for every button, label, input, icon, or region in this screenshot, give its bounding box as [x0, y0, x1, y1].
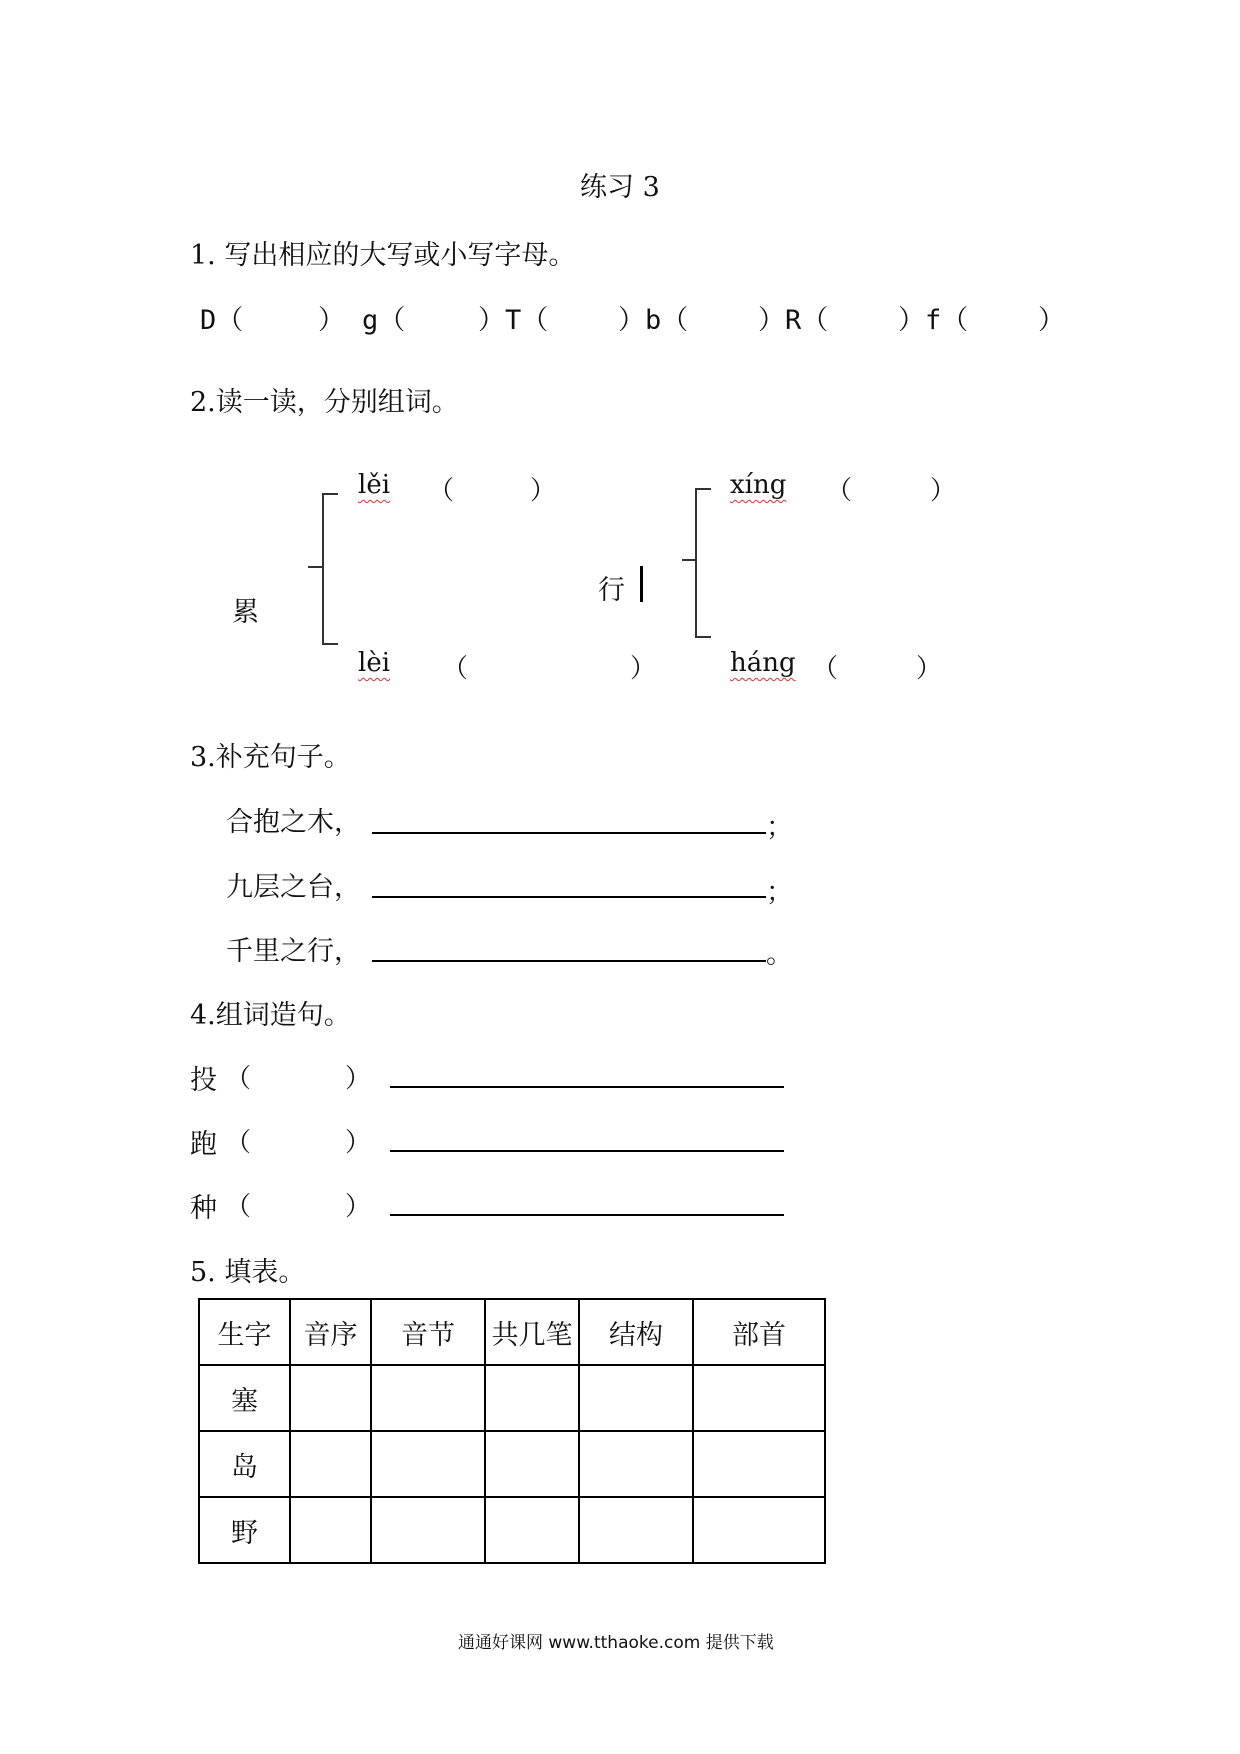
sentence-prefix: 千里之行，	[226, 936, 361, 967]
fill-table	[198, 1298, 826, 1564]
word-char: 跑	[190, 1129, 217, 1160]
char-xing: 行	[598, 575, 625, 606]
right-brace-tick	[682, 559, 696, 561]
pinyin-hang: háng	[730, 648, 796, 678]
sentence-prefix: 合抱之木，	[226, 807, 361, 838]
text-cursor	[640, 566, 643, 602]
row-char-cell: 岛	[199, 1431, 290, 1497]
word-char: 投	[190, 1065, 217, 1096]
table-cell	[693, 1497, 825, 1563]
answer-blank	[372, 832, 766, 834]
letter-item: D（	[200, 305, 244, 336]
table-cell	[485, 1365, 579, 1431]
table-row	[199, 1431, 825, 1497]
paren-close: ）	[345, 1192, 372, 1222]
table-cell	[693, 1365, 825, 1431]
paren-open: （	[225, 1064, 252, 1094]
left-brace	[322, 493, 338, 645]
table-cell	[485, 1497, 579, 1563]
letter-item: ）b（	[618, 305, 689, 336]
header-cell: 结构	[579, 1299, 693, 1365]
paren-close: ）	[345, 1064, 372, 1094]
table-cell	[290, 1431, 371, 1497]
paren-close: ）	[630, 654, 657, 684]
sentence-blank	[390, 1150, 784, 1152]
paren-open: （	[428, 476, 455, 506]
header-cell: 音节	[371, 1299, 485, 1365]
table-cell	[579, 1365, 693, 1431]
table-cell	[579, 1431, 693, 1497]
q5-heading: 5. 填表。	[190, 1257, 306, 1288]
header-cell: 生字	[199, 1299, 290, 1365]
paren-close: ）	[916, 654, 943, 684]
answer-blank	[372, 960, 766, 962]
q1-heading: 1. 写出相应的大写或小写字母。	[190, 240, 576, 271]
paren-open: （	[442, 654, 469, 684]
letter-item: g（	[362, 305, 406, 336]
right-brace	[695, 488, 711, 638]
q2-heading: 2.读一读，分别组词。	[190, 387, 459, 418]
table-cell	[290, 1365, 371, 1431]
sentence-end: 。	[766, 939, 793, 970]
header-cell: 共几笔	[485, 1299, 579, 1365]
table-cell	[371, 1431, 485, 1497]
paren-close: ）	[530, 476, 557, 506]
table-cell	[371, 1497, 485, 1563]
sentence-end: ；	[766, 877, 793, 908]
answer-blank	[372, 896, 766, 898]
paren-open: （	[225, 1192, 252, 1222]
table-cell	[579, 1497, 693, 1563]
row-char-cell: 塞	[199, 1365, 290, 1431]
header-cell: 音序	[290, 1299, 371, 1365]
q3-heading: 3.补充句子。	[190, 742, 351, 773]
row-char-cell: 野	[199, 1497, 290, 1563]
letter-item: ）	[318, 305, 345, 336]
table-cell	[693, 1431, 825, 1497]
header-cell: 部首	[693, 1299, 825, 1365]
table-row	[199, 1365, 825, 1431]
char-lei: 累	[232, 597, 259, 628]
q4-heading: 4.组词造句。	[190, 1000, 351, 1031]
letter-item: ）	[1038, 305, 1065, 336]
pinyin-lei4: lèi	[358, 648, 391, 678]
left-brace-tick	[308, 566, 322, 568]
paren-open: （	[812, 654, 839, 684]
paren-close: ）	[345, 1128, 372, 1158]
sentence-end: ；	[766, 812, 793, 843]
paren-open: （	[826, 476, 853, 506]
table-cell	[371, 1365, 485, 1431]
table-row	[199, 1497, 825, 1563]
table-cell	[290, 1497, 371, 1563]
footer-text: 通通好课网 www.tthaoke.com 提供下载	[458, 1633, 774, 1653]
word-char: 种	[190, 1193, 217, 1224]
letter-item: ）f（	[898, 305, 969, 336]
letter-item: ）R（	[758, 305, 829, 336]
sentence-blank	[390, 1086, 784, 1088]
pinyin-xing: xíng	[730, 470, 787, 500]
page-title: 练习 3	[580, 172, 660, 203]
sentence-prefix: 九层之台，	[226, 872, 361, 903]
table-header-row	[199, 1299, 825, 1365]
table-cell	[485, 1431, 579, 1497]
letter-item: ）T（	[478, 305, 549, 336]
paren-open: （	[225, 1128, 252, 1158]
pinyin-lei3: lěi	[358, 470, 391, 500]
paren-close: ）	[930, 476, 957, 506]
sentence-blank	[390, 1214, 784, 1216]
